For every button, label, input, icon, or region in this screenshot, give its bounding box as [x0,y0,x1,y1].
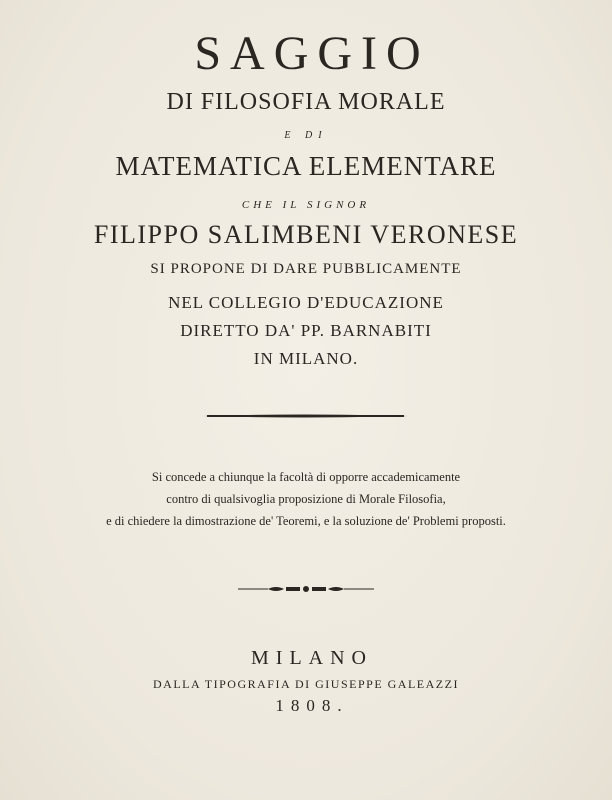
imprint-year: 1808. [275,696,349,715]
paragraph-line-1: Si concede a chiunque la facoltà di opporre accademicamente [151,470,461,484]
subtitle-moral-philosophy: DI FILOSOFIA MORALE [166,89,446,115]
imprint-city: MILANO [251,647,373,669]
subtitle-mathematics: MATEMATICA ELEMENTARE [115,151,497,181]
proposal-line: SI PROPONE DI DARE PUBBLICAMENTE [150,261,462,277]
directed-by-line: DIRETTO DA' PP. BARNABITI [180,321,432,340]
subtitle-conjunction: E DI [284,130,328,141]
author-name: FILIPPO SALIMBENI VERONESE [93,220,519,249]
paragraph-line-2: contro di qualsivoglia proposizione di Morale Filosofia, [166,492,446,506]
book-title: SAGGIO [194,27,430,80]
imprint-printer: DALLA TIPOGRAFIA DI GIUSEPPE GALEAZZI [153,677,459,691]
college-line: NEL COLLEGIO D'EDUCAZIONE [168,293,444,312]
paragraph-line-3: e di chiedere la dimostrazione de' Teoremi, e la soluzione de' Problemi proposti. [106,514,506,528]
ornament-divider [238,583,374,595]
thick-rule-divider [203,413,408,419]
location-line: IN MILANO. [253,349,359,368]
che-il-signor-line: CHE IL SIGNOR [241,199,371,211]
